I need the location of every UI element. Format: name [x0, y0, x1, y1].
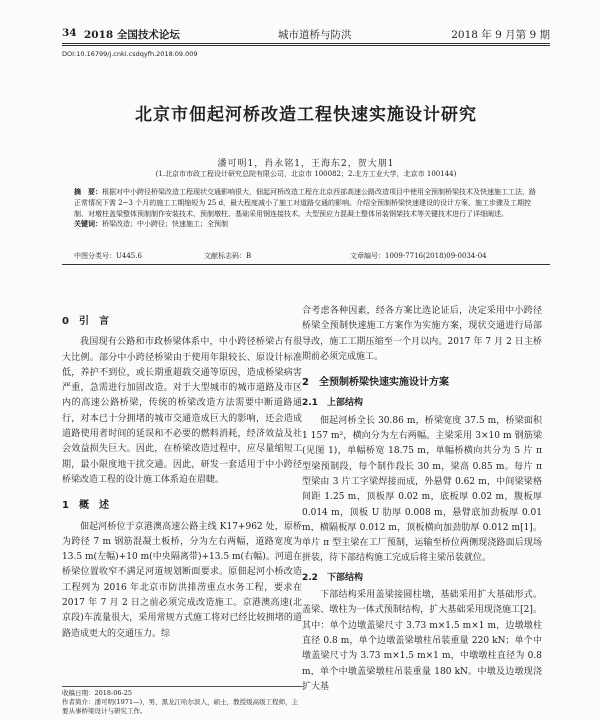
affiliation: (1.北京市市政工程设计研究总院有限公司，北京市 100082；2.北方工业大学，北京市 100144)	[155, 170, 457, 178]
footnote	[62, 686, 302, 716]
issue-info: 2018 年 9 月第 9 期	[451, 29, 550, 41]
keywords: 桥梁改造；中小跨径；快速施工；全预制	[102, 220, 228, 229]
abstract-rule	[62, 264, 550, 265]
header-rule	[62, 43, 550, 46]
keywords-label: 关键词：	[74, 219, 102, 229]
paper-title: 北京市佃起河桥改造工程快速实施设计研究	[135, 105, 477, 125]
subsection-heading: 2.1 上部结构	[302, 398, 363, 409]
subsection-heading: 2.2 下部结构	[302, 572, 363, 583]
paragraph: 佃起河桥全长 30.86 m，桥梁宽度 37.5 m，桥梁面积 1 157 m²，横向分为左右两幅。主梁采用 3×10 m 钢筋梁(见图 1)，单幅桥宽 18.75 m，单幅桥横向共分为 5 片 π 型梁预制段，每个制作段长 30 m，梁高 0.85 m。每片 π 型梁由 3 片工字梁焊接而成，外悬臂 0.62 m，中间梁梁格间距 1.25 m，顶板厚 0.02 m，底板厚 0.02 m，腹板厚 0.014 m，顶板 U 肋厚 0.008 m，悬臂底加劲板厚 0.01 m，横隔板厚 0.012 m，顶板横向加劲肋厚 0.012 m[1]。单片 π 型主梁在工厂预制，运输至桥位两侧现浇路面后现场拼装，待下部结构施工完成后将主梁吊装就位。	[302, 415, 542, 564]
section-name: 城市道桥与防洪	[278, 29, 352, 41]
paragraph: 合考虑各种因素，经各方案比选论证后，决定采用中小跨径桥梁全预制快速施工方案作为实施方案，现状交通进行局部导改，施工工期压缩至一个月以内。2017 年 7 月 2 日主桥期前必须完成施工。	[302, 306, 542, 362]
left-column	[62, 304, 302, 642]
page-number: 34	[62, 27, 77, 39]
section-heading: 0 引 言	[62, 316, 109, 327]
running-header	[62, 24, 550, 44]
clc-number: 中图分类号：U445.6	[74, 252, 142, 260]
authors: 潘可明1，肖永铭1，王海东2，贺大朋1	[217, 159, 395, 169]
right-column	[302, 304, 542, 695]
doi: DOI:10.16799/j.cnki.csdqyfh.2018.09.009	[62, 50, 198, 58]
article-number: 文章编号：1009-7716(2018)09-0034-04	[350, 252, 487, 260]
classification-meta	[74, 251, 542, 261]
author-bio: 作者简介：潘可明(1971—)，男，黑龙江哈尔滨人，硕士，教授级高级工程师，主要从事桥梁设计与研究工作。	[62, 698, 299, 715]
abstract-label: 摘 要：	[74, 187, 102, 196]
abstract-text: 根据对中小跨径桥梁改造工程现状交通影响很大，佃起河桥改造工程在北京西部高速公路改造项目中使用全预制桥梁技术及快速施工工法，路正常情况下需 2~3 个月的施工工期缩短为 25 d，最大程度减小了施工对道路交通的影响。介绍全预制桥梁快速建设的设计方案、施工步骤及工期控制、对墩柱盖梁整体预制制作安装技术、预制墩柱、基础采用钢连接技术、大型预应力混凝土整体吊装钢架技术等关键技术进行了详细阐述。	[74, 188, 536, 218]
paragraph: 佃起河桥位于京港澳高速公路主线 K17+962 处，原桥为跨径 7 m 钢筋混凝土板桥，分为左右两幅，道路宽度为 13.5 m(左幅)+10 m(中央隔离带)+13.5 m(右幅)。河道在桥梁位置收窄不满足河道规划断面要求。原佃起河小桥改造工程列为 2016 年北京市防洪排涝重点水务工程，要求在 2017 年 7 月 2 日之前必须完成改造施工。京港澳高速(北京段)车流量很大，采用常规方式施工将对已经比较拥堵的道路造成更大的交通压力。综	[62, 521, 302, 639]
journal-name: 2018 全国技术论坛	[84, 29, 180, 41]
paragraph: 下部结构采用盖梁接圆柱墩，基础采用扩大基础形式。盖梁、墩柱为一体式预制结构，扩大基础采用现浇施工[2]。其中：单个边墩盖梁尺寸 3.73 m×1.5 m×1 m，边墩墩柱直径 0.8 m，单个边墩盖梁墩柱吊装重量 220 kN；单个中墩盖梁尺寸为 3.73 m×1.5 m×1 m，中墩墩柱直径为 0.8 m，单个中墩盖梁墩柱吊装重量 180 kN。中墩及边墩现浇扩大基	[302, 590, 542, 692]
paragraph: 我国现有公路和市政桥梁体系中，中小跨径桥梁占有很大比例。部分中小跨径桥梁由于使用年限较长、原设计标准低，养护不到位，或长期重超载交通等原因，造成桥梁病害严重，急需进行加固改造。对于大型城市的城市道路及市区内的高速公路桥梁，传统的桥梁改造方法需要中断道路通行，对本已十分拥堵的城市交通造成巨大的影响，还会造成道路使用者时间的延误和不必要的燃料消耗，经济效益及社会效益损失巨大。因此，在桥梁改造过程中，应尽量缩短工期，最小限度地干扰交通。因此，研发一套适用于中小跨径桥梁改造工程的设计施工体系迫在眉睫。	[62, 337, 302, 485]
section-heading: 2 全预制桥梁快速实施设计方案	[302, 377, 449, 389]
doc-code: 文献标志码：B	[204, 252, 252, 260]
received-date: 收稿日期：2018-06-25	[62, 689, 132, 697]
abstract	[74, 187, 542, 230]
section-heading: 1 概 述	[62, 500, 109, 512]
